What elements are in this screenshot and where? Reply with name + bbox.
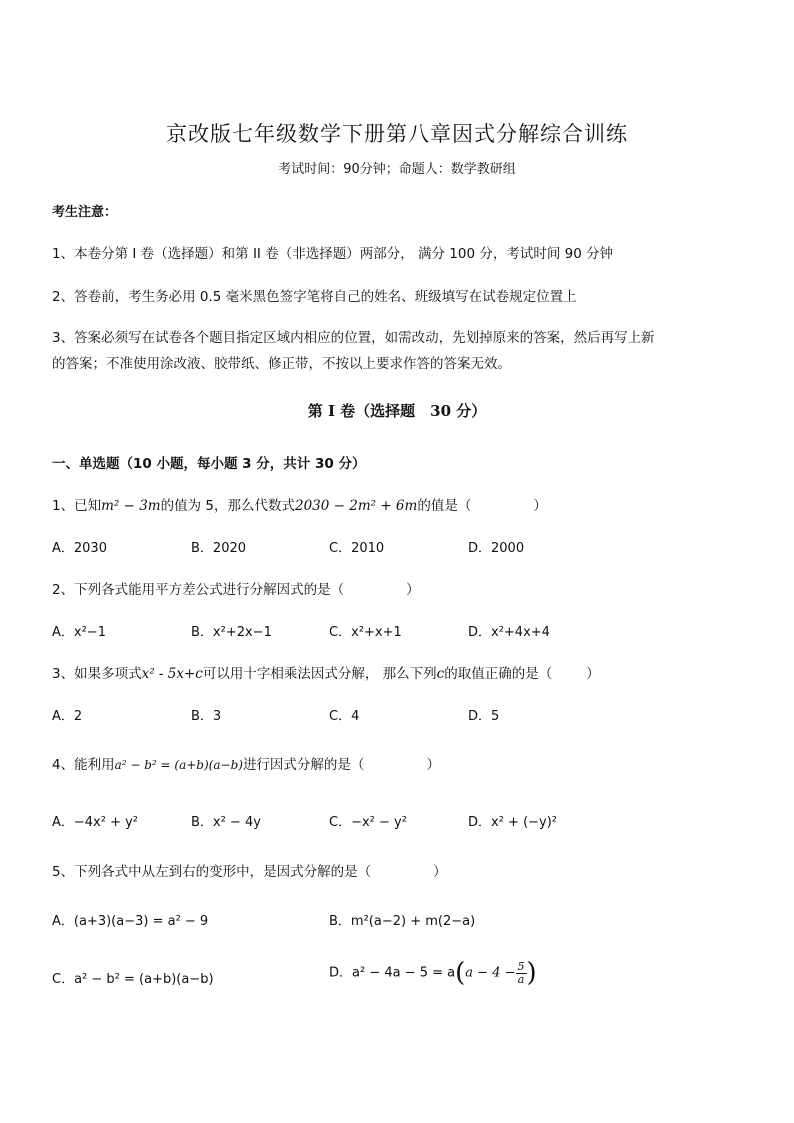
- question-number: 4、: [52, 757, 75, 773]
- note-item: 1、本卷分第 I 卷（选择题）和第 II 卷（非选择题）两部分， 满分 100 分，考试时间 90 分钟: [52, 246, 614, 262]
- option-b[interactable]: B．m²(a−2) + m(2−a): [329, 914, 476, 929]
- question-text: 可以用十字相乘法因式分解， 那么下列: [202, 666, 437, 682]
- option-d[interactable]: D．x²+4x+4: [468, 625, 550, 640]
- question-4: [52, 753, 440, 773]
- option-d[interactable]: D．5: [468, 709, 500, 724]
- option-d[interactable]: D．2000: [468, 541, 525, 556]
- option-c[interactable]: C．a² − b² = (a+b)(a−b): [52, 972, 214, 987]
- question-text: 如果多项式: [74, 666, 142, 682]
- notes-heading: 考生注意：: [52, 205, 118, 220]
- subsection-title: 一、单选题（10 小题，每小题 3 分，共计 30 分）: [52, 456, 366, 472]
- option-b[interactable]: B．x² − 4y: [191, 815, 261, 830]
- option-a[interactable]: A．2030: [52, 541, 107, 556]
- question-text: 进行因式分解的是（: [242, 757, 365, 773]
- math-expression: a² − b² = (a+b)(a−b): [114, 758, 243, 772]
- option-a[interactable]: A．−4x² + y²: [52, 815, 139, 830]
- question-text: 能利用: [74, 757, 115, 773]
- question-number: 5、: [52, 864, 75, 880]
- fraction: [516, 961, 527, 986]
- fraction-denominator: a: [517, 972, 525, 986]
- question-number: 3、: [52, 666, 75, 682]
- math-expression: c: [436, 666, 445, 682]
- question-text: 下列各式中从左到右的变形中，是因式分解的是（: [74, 864, 372, 880]
- document-title: 京改版七年级数学下册第八章因式分解综合训练: [166, 122, 628, 146]
- option-a[interactable]: A．x²−1: [52, 625, 106, 640]
- question-close: ）: [533, 498, 547, 514]
- option-d-inner: a − 4 −: [465, 965, 516, 981]
- question-2: [52, 578, 420, 598]
- question-text: 已知: [74, 498, 102, 514]
- question-close: ）: [406, 582, 420, 598]
- option-d-lead: D．a² − 4a − 5 = a: [329, 965, 456, 981]
- option-d[interactable]: D．x² + (−y)²: [468, 815, 558, 830]
- question-text: 的值是（: [417, 498, 472, 514]
- document-subtitle: 考试时间：90分钟；命题人：数学教研组: [278, 162, 516, 177]
- option-b[interactable]: B．2020: [191, 541, 247, 556]
- question-1: [52, 494, 547, 514]
- question-number: 2、: [52, 582, 75, 598]
- question-close: ）: [586, 666, 600, 682]
- question-close: ）: [433, 864, 447, 880]
- section-title: 第 I 卷（选择题 30 分）: [307, 402, 487, 420]
- math-expression: 2030 − 2m² + 6m: [294, 498, 418, 514]
- question-3: [52, 662, 600, 682]
- option-d[interactable]: [329, 958, 537, 988]
- note-item: 的答案；不准使用涂改液、胶带纸、修正带，不按以上要求作答的答案无效。: [52, 356, 511, 372]
- open-paren: (: [455, 958, 466, 988]
- option-c[interactable]: C．4: [329, 709, 360, 724]
- option-c[interactable]: C．x²+x+1: [329, 625, 402, 640]
- question-close: ）: [426, 757, 440, 773]
- option-a[interactable]: A．2: [52, 709, 83, 724]
- question-text: 的值为 5，那么代数式: [160, 498, 295, 514]
- note-item: 3、答案必须写在试卷各个题目指定区域内相应的位置，如需改动，先划掉原来的答案，然后再写上新: [52, 330, 655, 346]
- math-expression: m² − 3m: [101, 498, 161, 514]
- fraction-numerator: 5: [517, 959, 525, 973]
- question-text: 的取值正确的是（: [444, 666, 553, 682]
- math-expression: x² - 5x+c: [141, 666, 203, 682]
- question-number: 1、: [52, 498, 75, 514]
- question-text: 下列各式能用平方差公式进行分解因式的是（: [74, 582, 345, 598]
- option-b[interactable]: B．3: [191, 709, 222, 724]
- option-c[interactable]: C．2010: [329, 541, 385, 556]
- option-c[interactable]: C．−x² − y²: [329, 815, 407, 830]
- note-item: 2、答卷前，考生务必用 0.5 毫米黑色签字笔将自己的姓名、班级填写在试卷规定位置上: [52, 289, 577, 305]
- option-b[interactable]: B．x²+2x−1: [191, 625, 272, 640]
- close-paren: ): [526, 958, 537, 988]
- question-5: [52, 860, 447, 880]
- option-a[interactable]: A．(a+3)(a−3) = a² − 9: [52, 914, 209, 929]
